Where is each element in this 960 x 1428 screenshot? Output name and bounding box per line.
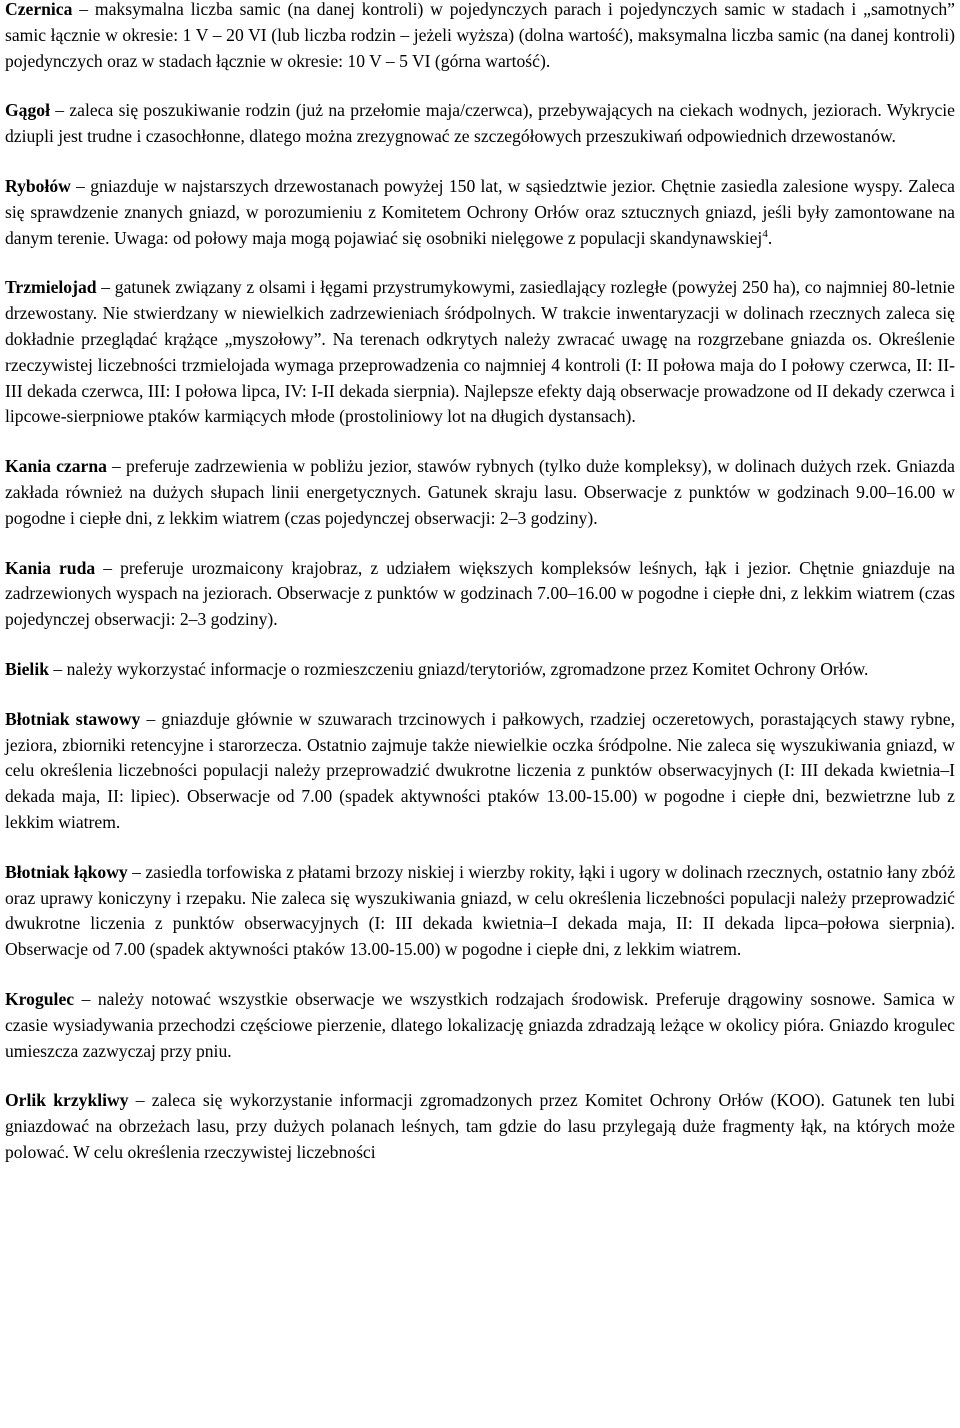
species-description: – gniazduje w najstarszych drzewostanach powyżej 150 lat, w sąsiedztwie jezior. Chętnie zasiedla zalesione wyspy. Zaleca się sprawdzenie znanych gniazd, w porozumieniu z Komitetem Ochrony Orłów oraz sztucznych gniazd, jeśli były zamontowane na danym terenie. Uwaga: od połowy maja mogą pojawiać się osobniki nielęgowe z populacji skandynawskiej xyxy=(5,175,955,248)
entry-rybolow xyxy=(5,174,955,251)
species-name: Czernica xyxy=(5,0,73,19)
species-description: – preferuje zadrzewienia w pobliżu jezior, stawów rybnych (tylko duże kompleksy), w dolinach dużych rzek. Gniazda zakłada również na dużych słupach linii energetycznych. Gatunek skraju lasu. Obserwacje z punktów w godzinach 9.00–16.00 w pogodne i ciepłe dni, z lekkim wiatrem (czas pojedynczej obserwacji: 2–3 godziny). xyxy=(5,456,955,528)
species-description: – zaleca się wykorzystanie informacji zgromadzonych przez Komitet Ochrony Orłów (KOO). Gatunek ten lubi gniazdować na obrzeżach lasu, przy dużych polanach leśnych, tam gdzie do lasu przylegają duże fragmenty łąk, na których może polować. W celu określenia rzeczywistej liczebności xyxy=(5,1090,956,1162)
species-name: Bielik xyxy=(5,658,49,679)
entry-gagol xyxy=(5,98,955,150)
species-name: Błotniak stawowy xyxy=(5,708,141,729)
species-description: – należy wykorzystać informacje o rozmieszczeniu gniazd/terytoriów, zgromadzone przez Komitet Ochrony Orłów. xyxy=(49,658,869,679)
entry-kania-czarna xyxy=(5,454,955,531)
species-name: Błotniak łąkowy xyxy=(5,861,128,882)
species-description: – preferuje urozmaicony krajobraz, z udziałem większych kompleksów leśnych, łąk i jezior. Chętnie gniazduje na zadrzewionych wyspach na jeziorach. Obserwacje z punktów w godzinach 7.00–16.00 w pogodne i ciepłe dni, z lekkim wiatrem (czas pojedynczej obserwacji: 2–3 godziny). xyxy=(5,557,955,630)
entry-bielik xyxy=(5,657,955,683)
entry-kania-ruda xyxy=(5,556,955,633)
species-description: – zaleca się poszukiwanie rodzin (już na przełomie maja/czerwca), przebywających na ciekach wodnych, jeziorach. Wykrycie dziupli jest trudne i czasochłonne, dlatego można zrezygnować ze szczegółowych przeszukiwań odpowiednich drzewostanów. xyxy=(5,100,955,147)
species-description: – zasiedla torfowiska z płatami brzozy niskiej i wierzby rokity, łąki i ugory w dolinach rzecznych, ostatnio łany zbóż oraz uprawy koniczyny i rzepaku. Nie zaleca się wyszukiwania gniazd, w celu określenia liczebności populacji należy przeprowadzić dwukrotne liczenia z punktów obserwacyjnych (I: III dekada kwietnia–I dekada maja, II: II dekada lipca–połowa sierpnia). Obserwacje od 7.00 (spadek aktywności ptaków 13.00-15.00) w pogodne i ciepłe dni, z lekkim wiatrem. xyxy=(5,861,955,960)
species-name: Kania ruda xyxy=(5,557,96,578)
species-description: – gniazduje głównie w szuwarach trzcinowych i pałkowych, rzadziej oczeretowych, porastających stawy rybne, jeziora, zbiorniki retencyjne i starorzecza. Ostatnio zajmuje także niewielkie oczka śródpolne. Nie zaleca się wyszukiwania gniazd, w celu określenia liczebności populacji należy przeprowadzić dwukrotne liczenia z punktów obserwacyjnych (I: III dekada kwietnia–I dekada maja, II: lipiec). Obserwacje od 7.00 (spadek aktywności ptaków 13.00-15.00) w pogodne i ciepłe dni, bezwietrzne lub z lekkim wiatrem. xyxy=(5,708,955,832)
entry-krogulec xyxy=(5,987,955,1064)
species-description: – gatunek związany z olsami i łęgami przystrumykowymi, zasiedlający rozległe (powyżej 250 ha), co najmniej 80-letnie drzewostany. Nie stwierdzany w niewielkich zadrzewieniach śródpolnych. W trakcie inwentaryzacji w dolinach rzecznych zaleca się dokładnie przeglądać krążące „myszołowy”. Na terenach odkrytych należy zwracać uwagę na rozgrzebane gniazda os. Określenie rzeczywistej liczebności trzmielojada wymaga przeprowadzenia co najmniej 4 kontroli (I: II połowa maja do I połowy czerwca, II: II-III dekada czerwca, III: I połowa lipca, IV: I-II dekada sierpnia). Najlepsze efekty dają obserwacje prowadzone od II dekady czerwca i lipcowe-sierpniowe ptaków karmiących młode (prostoliniowy lot na długich dystansach). xyxy=(5,277,955,427)
entry-blotniak-lakowy xyxy=(5,860,955,963)
species-name: Gągoł xyxy=(5,100,50,121)
species-name: Orlik krzykliwy xyxy=(5,1090,129,1111)
entry-orlik-krzykliwy xyxy=(5,1088,955,1165)
entry-trzmielojad xyxy=(5,275,955,430)
species-name: Rybołów xyxy=(5,175,71,196)
document-page xyxy=(5,0,955,1190)
species-name: Krogulec xyxy=(5,988,75,1009)
footnote-reference[interactable]: 4 xyxy=(762,227,768,240)
species-name: Kania czarna xyxy=(5,456,107,477)
species-description: – należy notować wszystkie obserwacje we wszystkich rodzajach środowisk. Preferuje drągowiny sosnowe. Samica w czasie wysiadywania przechodzi częściowe pierzenie, dlatego lokalizację gniazda zdradzają leżące w okolicy pióra. Gniazdo krogulec umieszcza zazwyczaj przy pniu. xyxy=(5,988,955,1061)
sentence-end: . xyxy=(767,227,773,248)
entry-czernica xyxy=(5,0,955,74)
species-name: Trzmielojad xyxy=(5,277,97,298)
entry-blotniak-stawowy xyxy=(5,707,955,836)
species-description: – maksymalna liczba samic (na danej kontroli) w pojedynczych parach i pojedynczych samic w stadach i „samotnych” samic łącznie w okresie: 1 V – 20 VI (lub liczba rodzin – jeżeli wyższa) (dolna wartość), maksymalna liczba samic (na danej kontroli) pojedynczych oraz w stadach łącznie w okresie: 10 V – 5 VI (górna wartość). xyxy=(5,0,955,71)
